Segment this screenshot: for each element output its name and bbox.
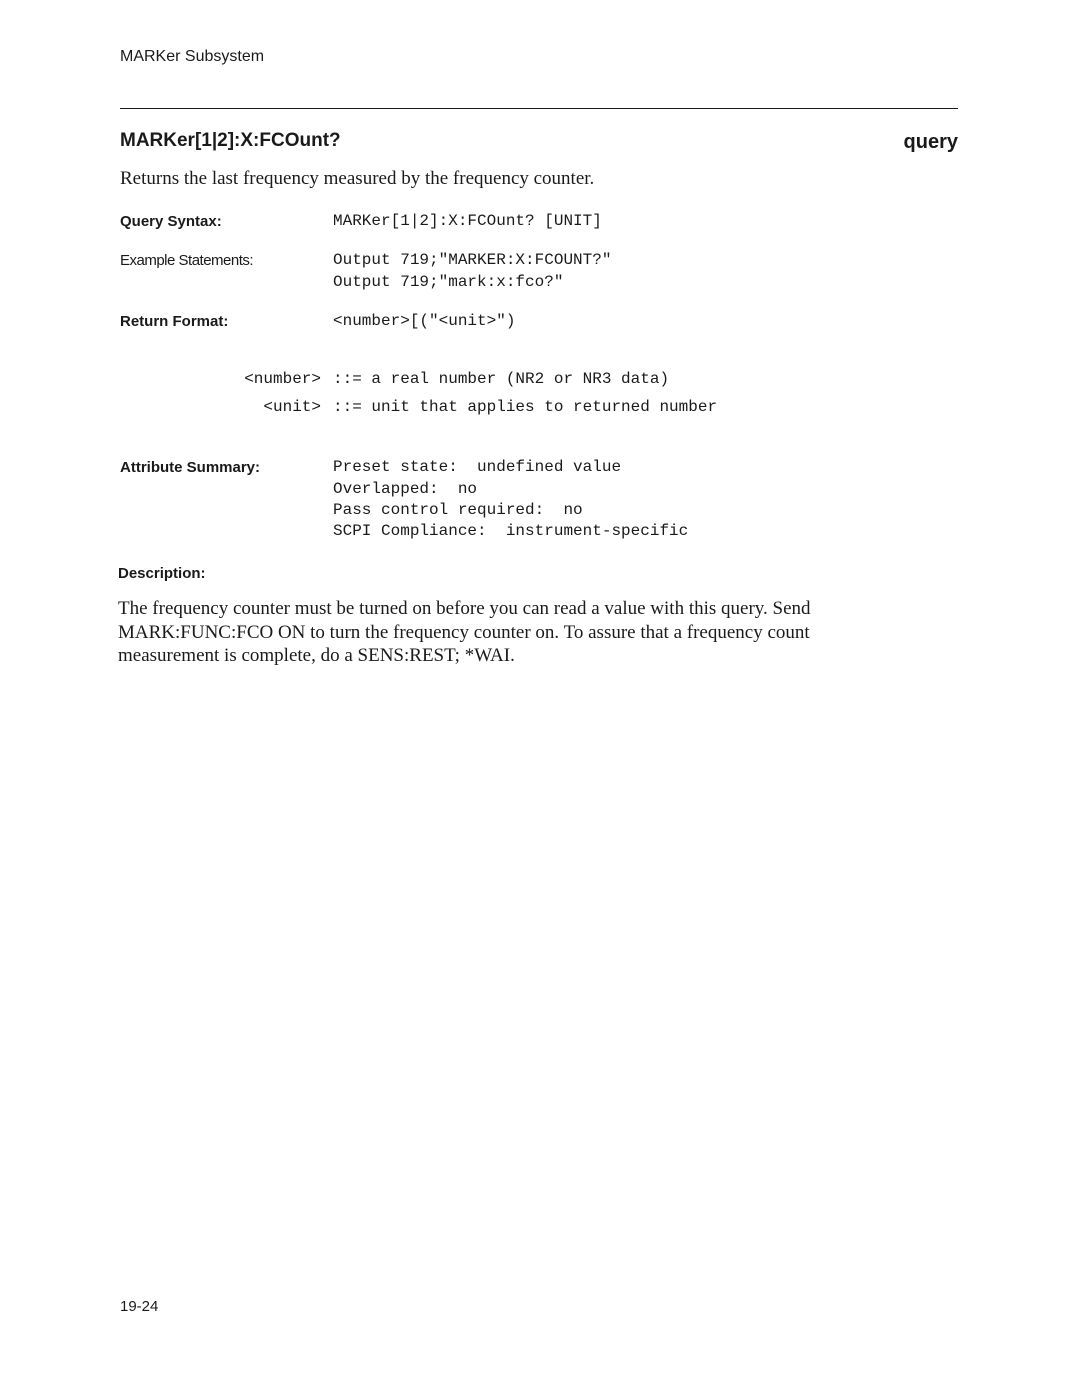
description-label: Description:: [118, 565, 206, 582]
definition-unit: ::= unit that applies to returned number: [333, 398, 718, 416]
attribute-pass-control: Pass control required: no: [333, 501, 583, 519]
definition-number: ::= a real number (NR2 or NR3 data): [333, 370, 670, 388]
query-syntax-label: Query Syntax:: [120, 213, 222, 230]
attribute-summary-label: Attribute Summary:: [120, 459, 261, 476]
command-summary: Returns the last frequency measured by the frequency counter.: [120, 168, 595, 189]
query-syntax-value: MARKer[1|2]:X:FCOunt? [UNIT]: [333, 212, 602, 230]
return-format-value: <number>[("<unit>"): [333, 312, 516, 330]
definition-term-unit: <unit>: [263, 398, 321, 416]
attribute-scpi-compliance: SCPI Compliance: instrument-specific: [333, 522, 689, 540]
running-header: MARKer Subsystem: [120, 48, 265, 65]
definition-term-number: <number>: [244, 370, 321, 388]
command-title: MARKer[1|2]:X:FCOunt?: [120, 130, 341, 151]
attribute-preset-state: Preset state: undefined value: [333, 458, 622, 476]
header-rule: [120, 108, 958, 109]
command-type: query: [903, 131, 958, 153]
example-statement-2: Output 719;"mark:x:fco?": [333, 273, 564, 291]
page-number: 19-24: [120, 1298, 159, 1315]
example-statements-label: Example Statements:: [120, 252, 254, 269]
attribute-overlapped: Overlapped: no: [333, 480, 478, 498]
return-format-label: Return Format:: [120, 313, 229, 330]
example-statement-1: Output 719;"MARKER:X:FCOUNT?": [333, 251, 612, 269]
description-text: The frequency counter must be turned on before you can read a value with this query. Send MARK:FUNC:FCO ON to turn the frequency counter on. To assure that a frequency count measurement is complete, do a SENS:REST; *WAI.: [118, 598, 811, 666]
